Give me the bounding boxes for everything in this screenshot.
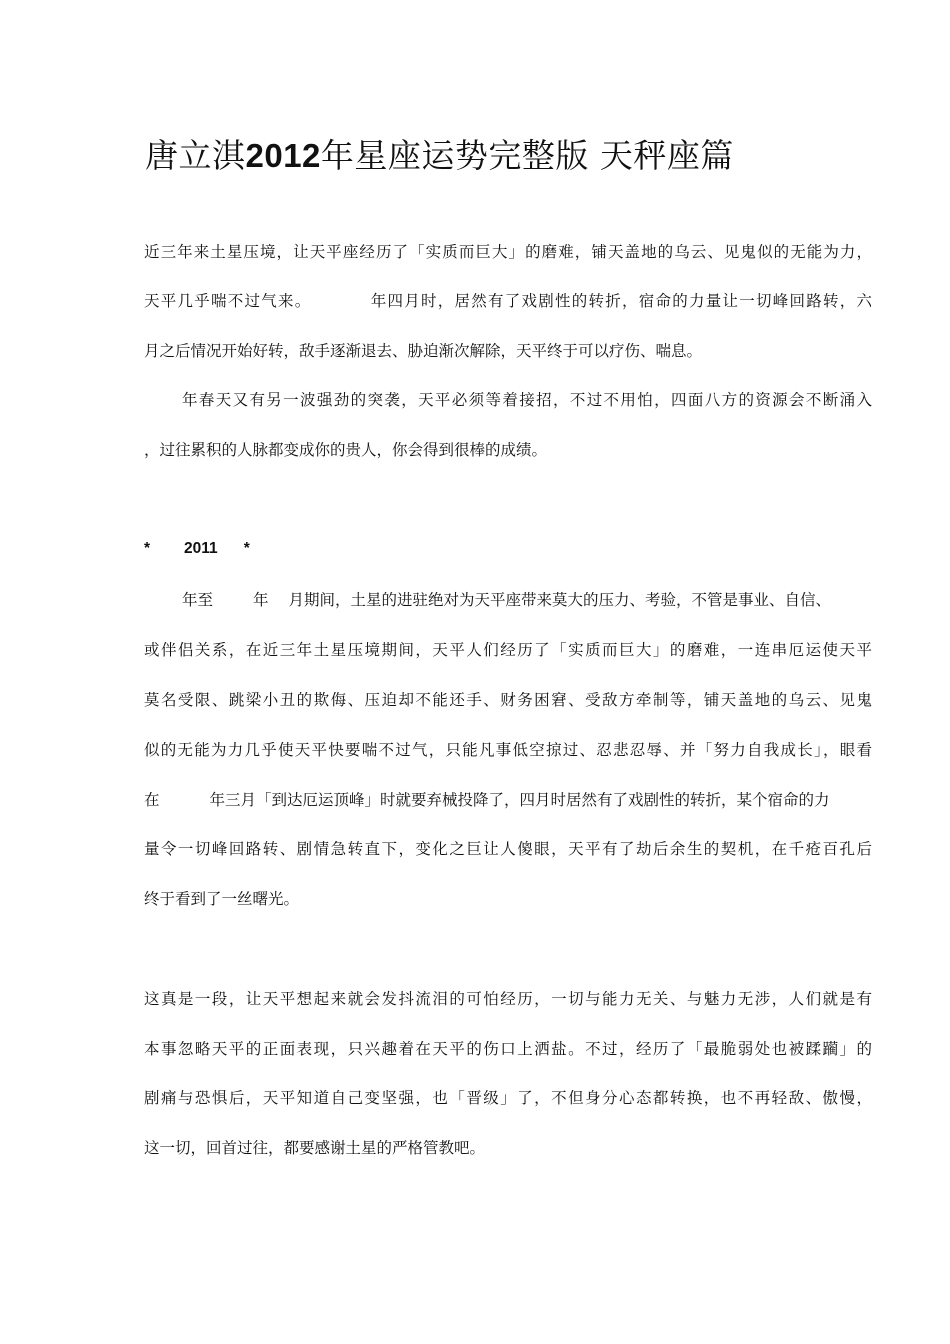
section-line-7: 终于看到了一丝曙光。 — [144, 890, 300, 908]
intro-line-2 — [144, 290, 872, 312]
section-line-6: 量令一切峰回路转、剧情急转直下，变化之巨让人傻眼，天平有了劫后余生的契机，在千疮百孔后 — [144, 840, 872, 858]
title-prefix: 唐立淇 — [145, 136, 246, 175]
section-line-2: 或伴侣关系，在近三年土星压境期间，天平人们经历了「实质而巨大」的磨难，一连串厄运使天平 — [144, 641, 872, 659]
document-title — [145, 134, 734, 178]
closing-line-3: 剧痛与恐惧后，天平知道自己变坚强，也「晋级」了，不但身分心态都转换，也不再轻敌、傲慢， — [144, 1089, 872, 1107]
section-line-5-b: 年三月「到达厄运顶峰」时就要弃械投降了，四月时居然有了戏剧性的转折，某个宿命的力 — [209, 791, 830, 809]
section-line-1-c: 月期间，土星的进驻绝对为天平座带来莫大的压力、考验，不管是事业、自信、 — [288, 591, 832, 609]
section-line-5 — [144, 789, 872, 811]
section-line-1-a: 年至 — [182, 591, 214, 609]
heading-star-right: * — [243, 540, 250, 557]
heading-year: 2011 — [184, 540, 218, 557]
intro-line-4: 年春天又有另一波强劲的突袭，天平必须等着接招，不过不用怕，四面八方的资源会不断涌入 — [182, 391, 872, 409]
title-year: 2012 — [245, 137, 321, 174]
intro-line-3: 月之后情况开始好转，敌手逐渐退去、胁迫渐次解除，天平终于可以疗伤、喘息。 — [144, 342, 703, 360]
intro-line-5: ，过往累积的人脉都变成你的贵人，你会得到很棒的成绩。 — [144, 441, 548, 459]
section-heading — [144, 538, 250, 560]
section-line-5-a: 在 — [144, 791, 160, 809]
intro-line-2-end: 年四月时，居然有了戏剧性的转折，宿命的力量让一切峰回路转，六 — [369, 292, 872, 310]
closing-line-2: 本事忽略天平的正面表现，只兴趣着在天平的伤口上洒盐。不过，经历了「最脆弱处也被蹂躏」的 — [144, 1040, 872, 1058]
closing-line-4: 这一切，回首过往，都要感谢土星的严格管教吧。 — [144, 1139, 486, 1157]
section-line-3: 莫名受限、跳梁小丑的欺侮、压迫却不能还手、财务困窘、受敌方牵制等，铺天盖地的乌云、见鬼 — [144, 691, 872, 709]
heading-star-left: * — [144, 540, 151, 557]
closing-line-1: 这真是一段，让天平想起来就会发抖流泪的可怕经历，一切与能力无关、与魅力无涉，人们就是有 — [144, 990, 872, 1008]
section-line-4: 似的无能为力几乎使天平快要喘不过气，只能凡事低空掠过、忍悲忍辱、并「努力自我成长」，眼看 — [144, 741, 872, 759]
section-line-1-b: 年 — [253, 591, 269, 609]
title-suffix: 年星座运势完整版 天秤座篇 — [320, 136, 734, 175]
section-line-1 — [182, 589, 872, 611]
intro-line-2-start: 天平几乎喘不过气来。 — [144, 292, 312, 310]
intro-line-1: 近三年来土星压境，让天平座经历了「实质而巨大」的磨难，铺天盖地的乌云、见鬼似的无能为力， — [144, 243, 872, 261]
